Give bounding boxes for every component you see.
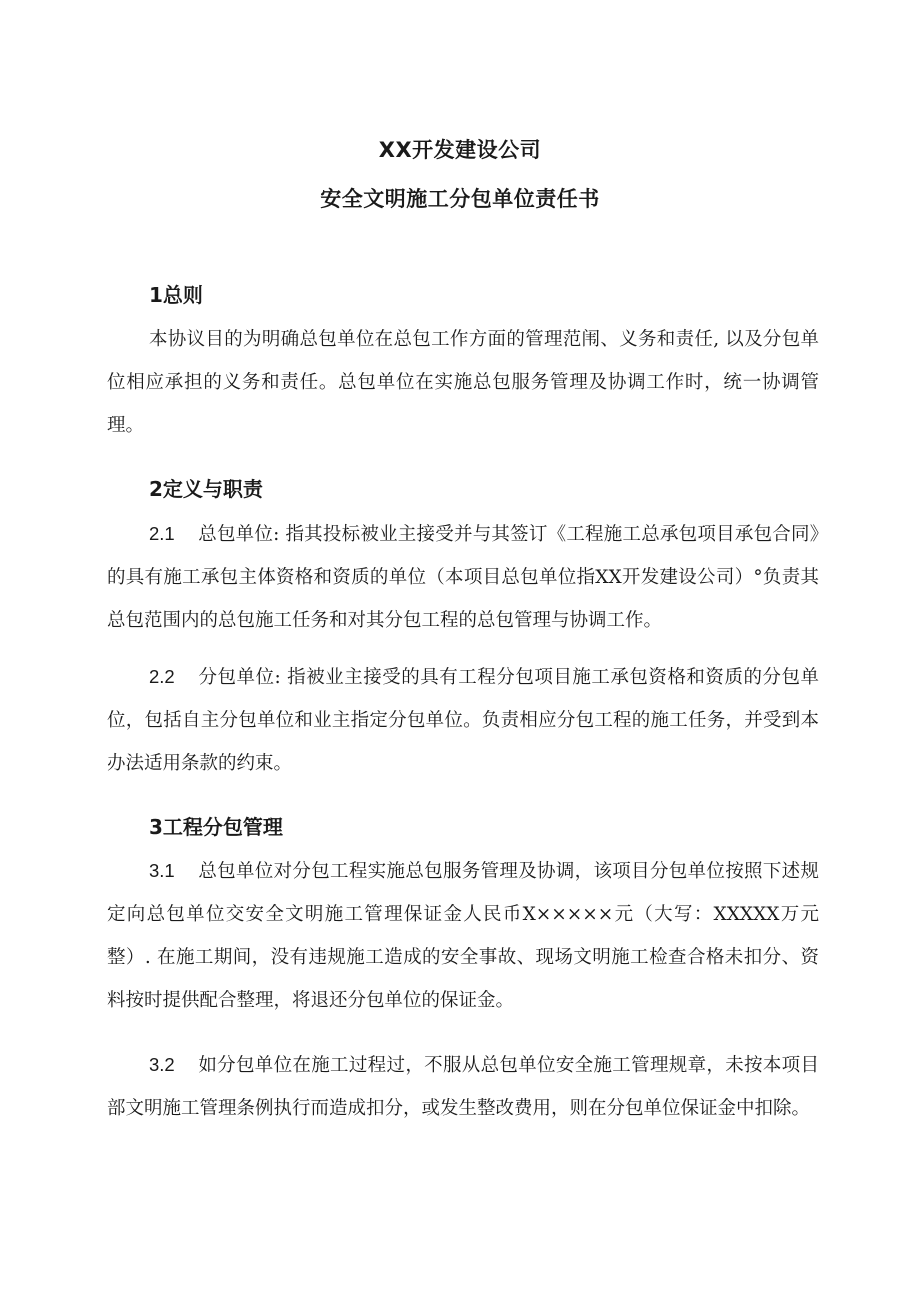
- paragraph-3-1: [107, 849, 819, 1022]
- clause-number: 2.2: [149, 666, 175, 687]
- paragraph-2-2: [107, 655, 819, 785]
- clause-number: 2.1: [149, 523, 175, 544]
- section-heading-general: 1总则: [149, 283, 203, 307]
- document-title: 安全文明施工分包单位责任书: [320, 187, 600, 211]
- section-heading-definitions: 2定义与职责: [149, 477, 263, 501]
- clause-number: 3.1: [149, 860, 175, 881]
- clause-number: 3.2: [149, 1054, 175, 1075]
- paragraph-text: 分包单位: 指被业主接受的具有工程分包项目施工承包资格和资质的分包单位，包括自主分包单位和业主指定分包单位。负责相应分包工程的施工任务，并受到本办法适用条款的约束。: [107, 667, 819, 774]
- paragraph-text: 总包单位对分包工程实施总包服务管理及协调，该项目分包单位按照下述规定向总包单位交安全文明施工管理保证金人民币X×××××元（大写：XXXXX万元整）. 在施工期间，没有违规施工造成的安全事故、现场文明施工检查合格未扣分、资料按时提供配合整理，将退还分包单位的保证金。: [107, 861, 819, 1011]
- paragraph-text: 本协议目的为明确总包单位在总包工作方面的管理范闱、义务和责任, 以及分包单位相应承担的义务和责任。总包单位在实施总包服务管理及协调工作时，统一协调管理。: [107, 329, 819, 436]
- paragraph-text: 如分包单位在施工过程过，不服从总包单位安全施工管理规章，未按本项目部文明施工管理条例执行而造成扣分，或发生整改费用，则在分包单位保证金中扣除。: [107, 1055, 819, 1119]
- paragraph-general: [107, 318, 819, 447]
- company-title: XX开发建设公司: [378, 138, 542, 162]
- paragraph-text: 总包单位: 指其投标被业主接受并与其签订《工程施工总承包项目承包合同》的具有施工承包主体资格和资质的单位（本项目总包单位指XX开发建设公司）°负责其总包范围内的总包施工任务和对其分包工程的总包管理与协调工作。: [107, 524, 819, 631]
- section-heading-subcontract: 3工程分包管理: [149, 815, 283, 839]
- paragraph-2-1: [107, 512, 819, 642]
- paragraph-3-2: [107, 1043, 819, 1130]
